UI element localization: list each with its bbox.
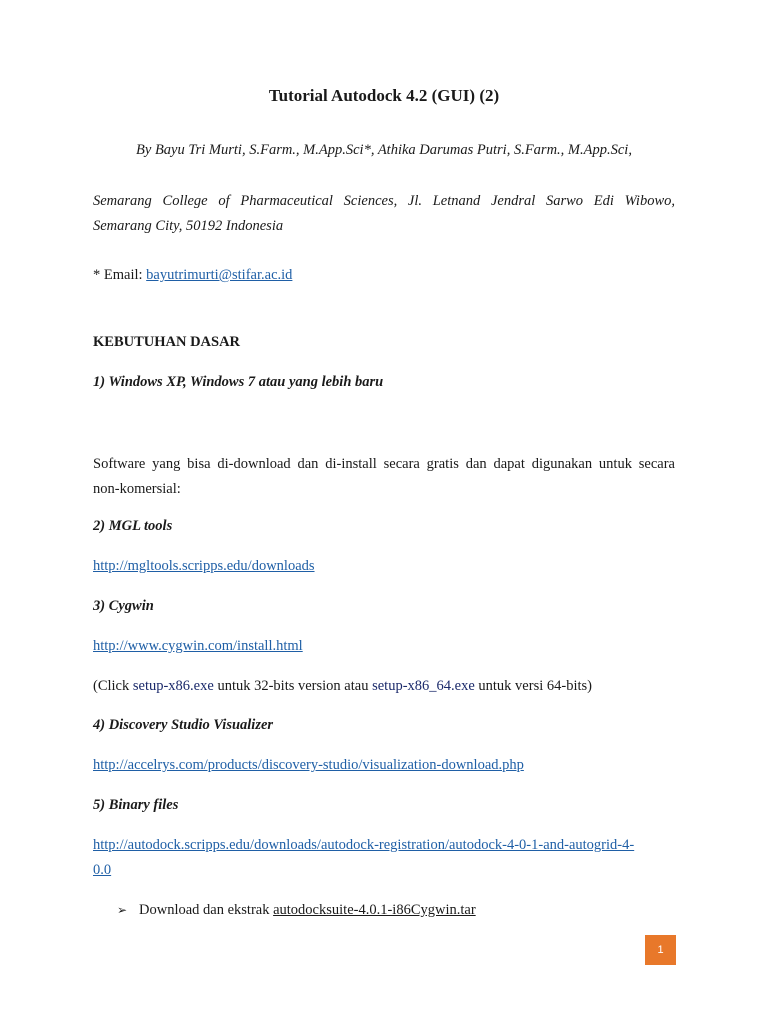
arrow-bullet-icon: ➢ [117,903,128,917]
discovery-studio-link[interactable]: http://accelrys.com/products/discovery-studio/visualization-download.php [93,757,524,773]
requirement-item-4: 4) Discovery Studio Visualizer [93,717,274,733]
bullet-text: Download dan ekstrak [139,902,274,918]
mgltools-link[interactable]: http://mgltools.scripps.edu/downloads [93,558,315,574]
page-number-badge: 1 [645,935,676,965]
click-prefix: (Click [93,678,133,694]
mgltools-link-line [93,558,315,575]
author-byline: By Bayu Tri Murti, S.Farm., M.App.Sci*, Athika Darumas Putri, S.Farm., M.App.Sci, [136,142,632,158]
click-mid: untuk 32-bits version atau [213,678,373,694]
paragraph-line-1: Software yang bisa di-download dan di-install secara gratis dan dapat digunakan untuk secara [93,456,675,472]
cygwin-link[interactable]: http://www.cygwin.com/install.html [93,638,303,654]
autodocksuite-file: autodocksuite-4.0.1-i86Cygwin.tar [273,902,476,918]
requirement-item-2: 2) MGL tools [93,518,173,534]
autodock-link-line-2 [93,862,111,879]
paragraph-line-2: non-komersial: [93,481,181,497]
autodock-link-continued[interactable]: 0.0 [93,862,112,878]
click-suffix: untuk versi 64-bits) [474,678,592,694]
click-instruction [93,678,592,695]
setup-x86-exe: setup-x86.exe [132,678,214,694]
autodock-link[interactable]: http://autodock.scripps.edu/downloads/autodock-registration/autodock-4-0-1-and-autogrid-4- [93,837,635,853]
setup-x86-64-exe: setup-x86_64.exe [372,678,475,694]
email-link[interactable]: bayutrimurti@stifar.ac.id [146,267,293,283]
download-bullet [117,902,476,919]
autodock-link-line-1 [93,837,634,854]
section-heading: KEBUTUHAN DASAR [93,334,241,350]
affiliation-line-2: Semarang City, 50192 Indonesia [93,218,284,234]
email-line [93,267,292,284]
email-label: * Email: [93,267,147,283]
requirement-item-5: 5) Binary files [93,797,179,813]
cygwin-link-line [93,638,303,655]
requirement-item-1: 1) Windows XP, Windows 7 atau yang lebih baru [93,374,384,390]
discovery-studio-link-line [93,757,524,774]
document-title: Tutorial Autodock 4.2 (GUI) (2) [268,86,500,105]
requirement-item-3: 3) Cygwin [93,598,154,614]
affiliation-line-1: Semarang College of Pharmaceutical Sciences, Jl. Letnand Jendral Sarwo Edi Wibowo, [93,193,675,209]
